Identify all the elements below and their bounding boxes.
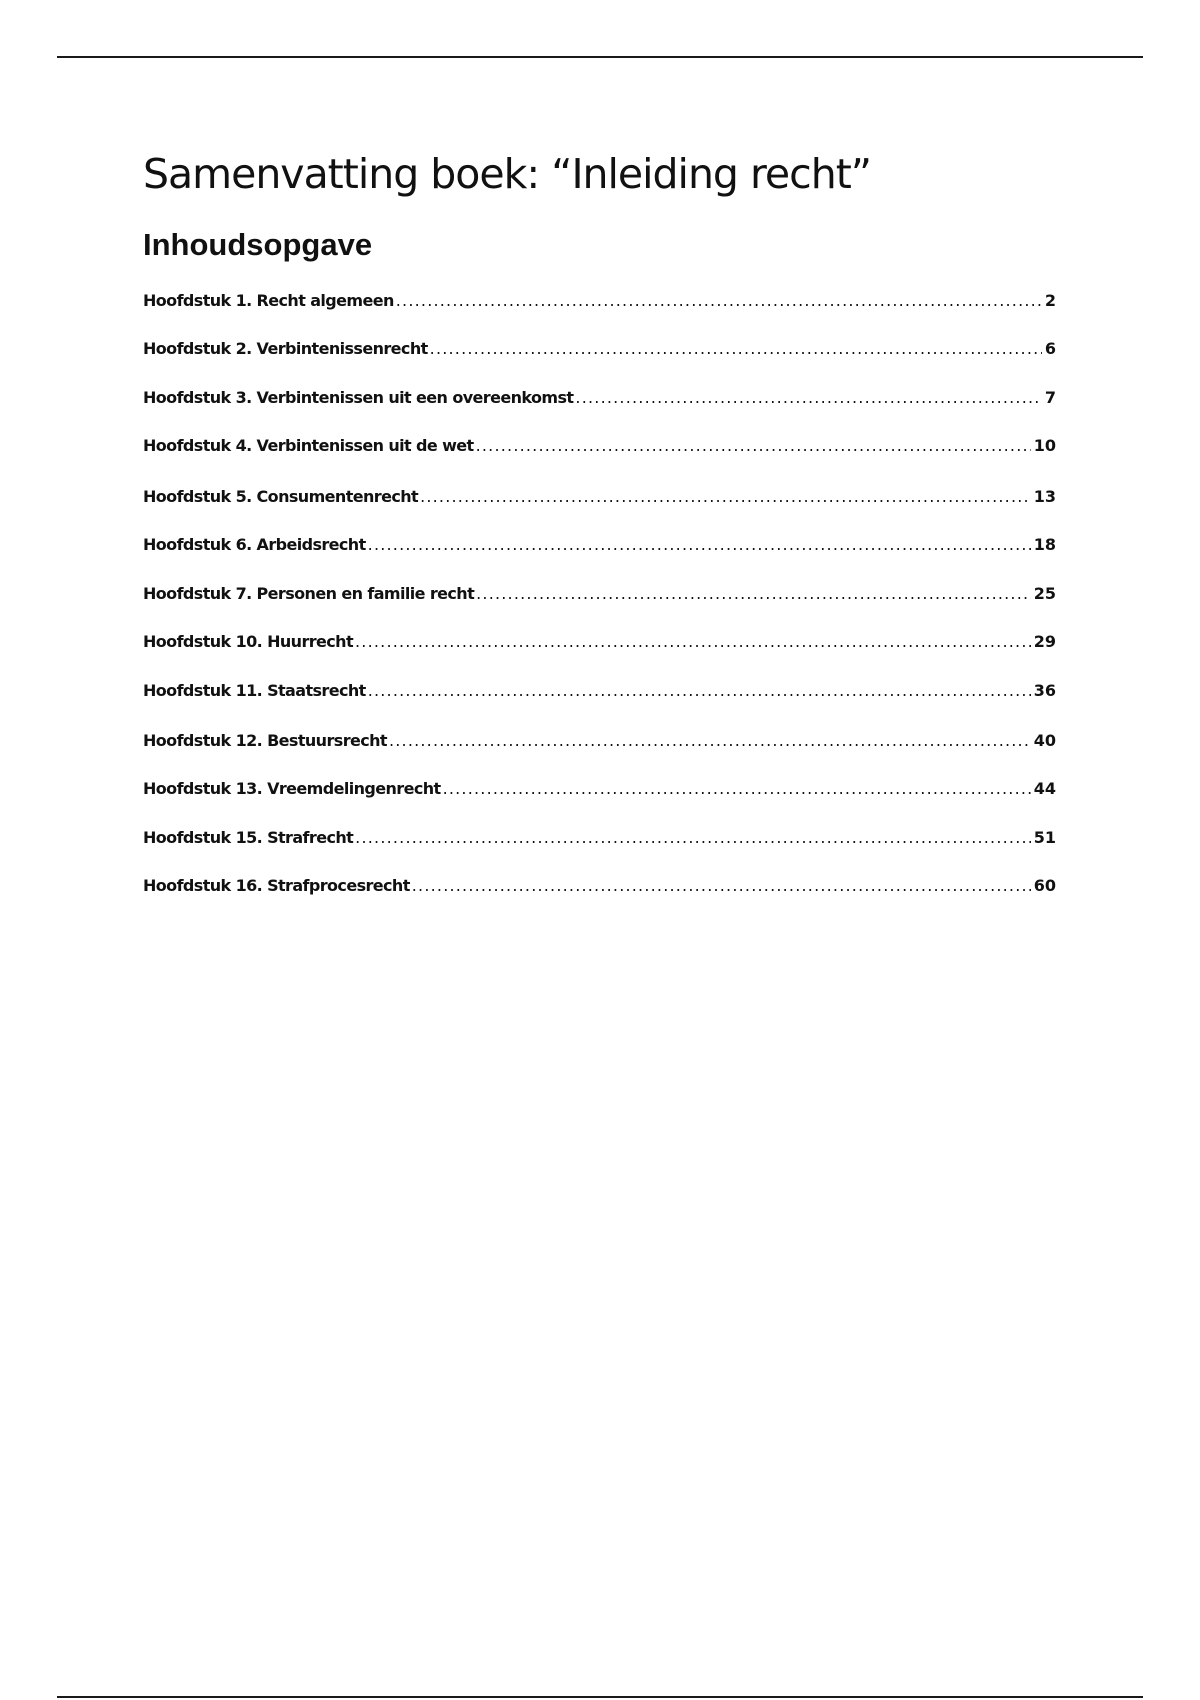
toc-dot-leader [396,290,1042,312]
toc-entry-hoofdstuk-3[interactable] [143,387,1056,409]
toc-entry-label: Hoofdstuk 5. Consumentenrecht [143,487,419,506]
toc-heading: Inhoudsopgave [143,227,373,262]
toc-dot-leader [412,875,1031,897]
toc-entry-label: Hoofdstuk 12. Bestuursrecht [143,731,387,750]
toc-entry-label: Hoofdstuk 6. Arbeidsrecht [143,535,366,554]
toc-entry-hoofdstuk-2[interactable] [143,338,1056,360]
toc-dot-leader [389,730,1031,752]
toc-page-number: 2 [1044,291,1056,310]
toc-dot-leader [355,827,1031,849]
toc-entry-hoofdstuk-1[interactable] [143,290,1056,312]
toc-page-number: 60 [1033,876,1056,895]
document-title: Samenvatting boek: “Inleiding recht” [143,150,872,198]
toc-entry-label: Hoofdstuk 15. Strafrecht [143,828,354,847]
toc-page-number: 51 [1033,828,1056,847]
toc-dot-leader [575,387,1041,409]
toc-dot-leader [420,486,1031,508]
toc-entry-hoofdstuk-15[interactable] [143,827,1056,849]
toc-page-number: 10 [1033,436,1056,455]
toc-entry-hoofdstuk-5[interactable] [143,486,1056,508]
footer-rule [57,1696,1143,1698]
toc-entry-hoofdstuk-7[interactable] [143,583,1056,605]
toc-dot-leader [476,583,1031,605]
toc-entry-label: Hoofdstuk 11. Staatsrecht [143,681,366,700]
toc-page-number: 40 [1033,731,1056,750]
toc-page-number: 18 [1033,535,1056,554]
toc-page-number: 36 [1033,681,1056,700]
toc-entry-label: Hoofdstuk 10. Huurrecht [143,632,354,651]
toc-entry-label: Hoofdstuk 16. Strafprocesrecht [143,876,410,895]
toc-entry-hoofdstuk-13[interactable] [143,778,1056,800]
header-rule [57,56,1143,58]
toc-page-number: 44 [1033,779,1056,798]
toc-dot-leader [443,778,1031,800]
toc-dot-leader [355,631,1031,653]
toc-page-number: 6 [1044,339,1056,358]
toc-entry-label: Hoofdstuk 7. Personen en familie recht [143,584,475,603]
toc-page-number: 13 [1033,487,1056,506]
toc-page-number: 25 [1033,584,1056,603]
toc-dot-leader [368,534,1031,556]
toc-entry-hoofdstuk-4[interactable] [143,435,1056,457]
toc-entry-label: Hoofdstuk 3. Verbintenissen uit een overeenkomst [143,388,574,407]
toc-page-number: 7 [1044,388,1056,407]
toc-entry-hoofdstuk-12[interactable] [143,730,1056,752]
toc-entry-hoofdstuk-6[interactable] [143,534,1056,556]
toc-entry-hoofdstuk-11[interactable] [143,680,1056,702]
toc-dot-leader [430,338,1042,360]
toc-page-number: 29 [1033,632,1056,651]
toc-entry-hoofdstuk-16[interactable] [143,875,1056,897]
toc-entry-label: Hoofdstuk 13. Vreemdelingenrecht [143,779,441,798]
toc-dot-leader [368,680,1031,702]
toc-dot-leader [476,435,1031,457]
toc-entry-label: Hoofdstuk 2. Verbintenissenrecht [143,339,428,358]
toc-entry-label: Hoofdstuk 4. Verbintenissen uit de wet [143,436,474,455]
toc-entry-hoofdstuk-10[interactable] [143,631,1056,653]
toc-entry-label: Hoofdstuk 1. Recht algemeen [143,291,394,310]
